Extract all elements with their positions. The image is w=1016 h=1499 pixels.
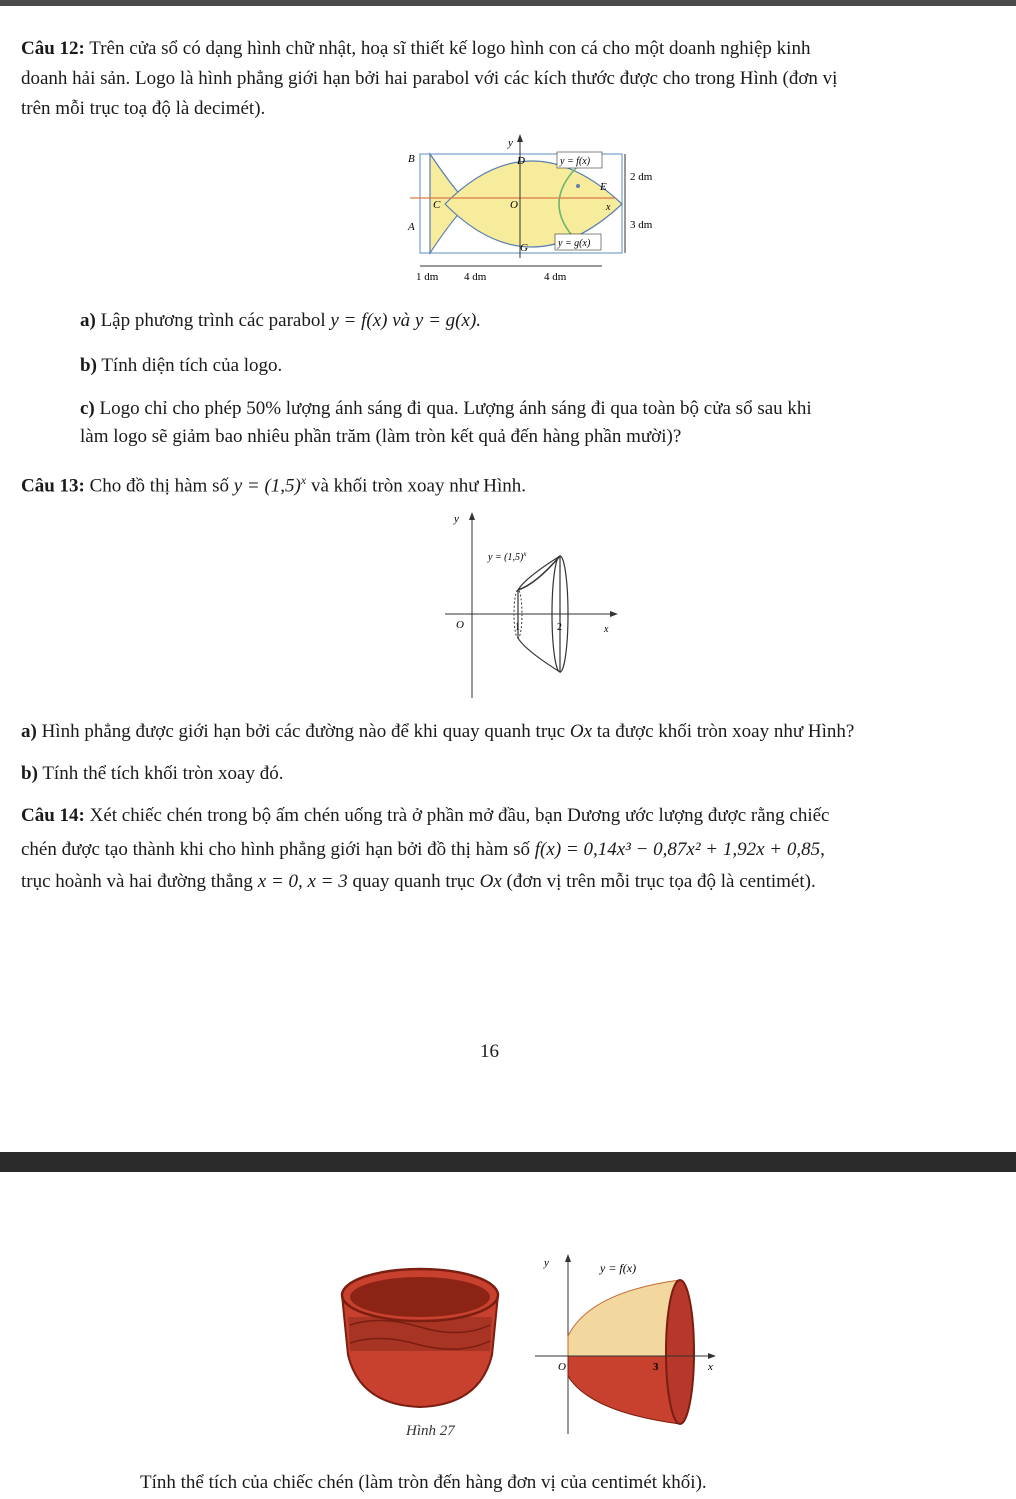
point-c: C [433,199,441,211]
q12-c-label: c) [80,398,95,419]
y-arrow [565,1254,571,1262]
fish-logo-figure [400,128,680,288]
q13-a-text2: ta được khối tròn xoay như Hình? [592,721,855,742]
y-label: y [508,137,513,149]
g-label: y = g(x) [558,238,591,249]
x-label: x [604,624,609,635]
q13-line1 [21,467,526,499]
q14-bounds: x = 0, x = 3 [257,871,348,892]
x-label: x [606,202,611,213]
point-e: E [600,181,607,193]
y-arrow [517,134,523,142]
bowl-volume-question: Tính thể tích của chiếc chén (làm tròn đến hàng đơn vị của centimét khối). [140,1472,707,1493]
bowl-mouth [666,1280,694,1424]
exp-curve [518,556,560,590]
q14-func: f(x) = 0,14x³ − 0,87x² + 1,92x + 0,85 [534,839,821,860]
top-divider [0,0,1016,6]
y-arrow [469,512,475,520]
q14-label: Câu 14: [21,805,85,826]
q13-a-ox: Ox [569,721,593,742]
origin-label: O [558,1361,566,1373]
fish-eye [576,184,580,188]
q12-c-text1: Logo chỉ cho phép 50% lượng ánh sáng đi qua. Lượng ánh sáng đi qua toàn bộ cửa sổ sau khi [94,398,812,419]
page-number: 16 [480,1041,499,1062]
dim-4a-label: 4 dm [464,271,487,283]
q12-text1: Trên cửa sổ có dạng hình chữ nhật, hoạ sĩ thiết kế logo hình con cá cho một doanh nghiệp kinh [84,38,811,59]
x-label: x [708,1361,713,1373]
bowl-solid-figure [530,1252,730,1442]
point-a: A [408,221,415,233]
q12-line1 [21,36,810,62]
q13-text2: và khối tròn xoay như Hình. [306,475,527,497]
q14-text3c: (đơn vị trên mỗi trục tọa độ là centimét). [501,871,816,892]
q12-line3: trên mỗi trục toạ độ là decimét). [21,98,266,119]
exp-solid-figure [440,508,640,708]
q13-text: Cho đồ thị hàm số [84,475,234,497]
figure-caption: Hình 27 [406,1423,455,1439]
q14-text2a: chén được tạo thành khi cho hình phẳng giới hạn bởi đồ thị hàm số [21,839,535,860]
q14-line1 [21,803,829,829]
solid-bottom-half [568,1356,680,1424]
y-label: y [544,1257,549,1269]
q12-part-a [80,308,481,334]
q12-line2: doanh hải sản. Logo là hình phẳng giới hạn bởi hai parabol với các kích thước được cho trong Hình (đơn vị [21,68,838,89]
bowl-inside [350,1277,490,1317]
q12-label: Câu 12: [21,38,85,59]
q14-ox: Ox [479,871,502,892]
origin-label: O [510,199,518,211]
q12-a-label: a) [80,310,96,331]
func-label: y = f(x) [600,1261,637,1275]
q14-text3a: trục hoành và hai đường thẳng [21,871,258,892]
tick-3-label: 3 [653,1361,659,1373]
q12-part-b [80,353,282,379]
q14-line2 [21,837,825,863]
q13-b-label: b) [21,763,38,784]
page-break-bar [0,1152,1016,1172]
x-arrow [708,1353,716,1359]
tick-1-label: 1 [515,622,520,633]
point-b: B [408,153,415,165]
dim-2-label: 2 dm [630,171,653,183]
q13-label: Câu 13: [21,475,85,497]
point-g: G [520,242,528,254]
q13-part-a [21,719,854,745]
x-arrow [610,611,618,617]
y-label: y [454,513,459,525]
point-d: D [517,155,525,167]
dim-3-label: 3 dm [630,219,653,231]
q12-a-text: Lập phương trình các parabol [95,310,331,331]
func-label: $y = (1,5)^x$ [488,550,527,563]
q13-a-label: a) [21,721,37,742]
dim-1-label: 1 dm [416,271,439,283]
q12-b-label: b) [80,355,97,376]
q14-text1: Xét chiếc chén trong bộ ấm chén uống trà ở phần mở đầu, bạn Dương ước lượng được rằng chiếc [84,805,830,826]
tick-2-label: 2 [557,622,562,633]
q12-part-c [80,396,812,422]
q12-b-text: Tính diện tích của logo. [96,355,283,376]
q12-part-c-line2: làm logo sẽ giảm bao nhiêu phần trăm (làm tròn kết quả đến hàng phần mười)? [80,426,682,447]
q14-line3 [21,869,816,895]
q13-math-exp: x [300,473,307,487]
origin-label: O [456,619,464,631]
q14-text3b: quay quanh trục [347,871,480,892]
f-label: y = f(x) [560,156,591,167]
q13-b-text: Tính thể tích khối tròn xoay đó. [37,763,284,784]
q13-math: y = (1,5) [233,475,301,497]
dim-4b-label: 4 dm [544,271,567,283]
q12-a-math: y = f(x) và y = g(x). [330,310,482,331]
tea-bowl-illustration [330,1255,510,1445]
q13-part-b [21,761,283,787]
q13-a-text: Hình phẳng được giới hạn bởi các đường nào để khi quay quanh trục [36,721,570,742]
q14-text2b: , [820,839,825,860]
